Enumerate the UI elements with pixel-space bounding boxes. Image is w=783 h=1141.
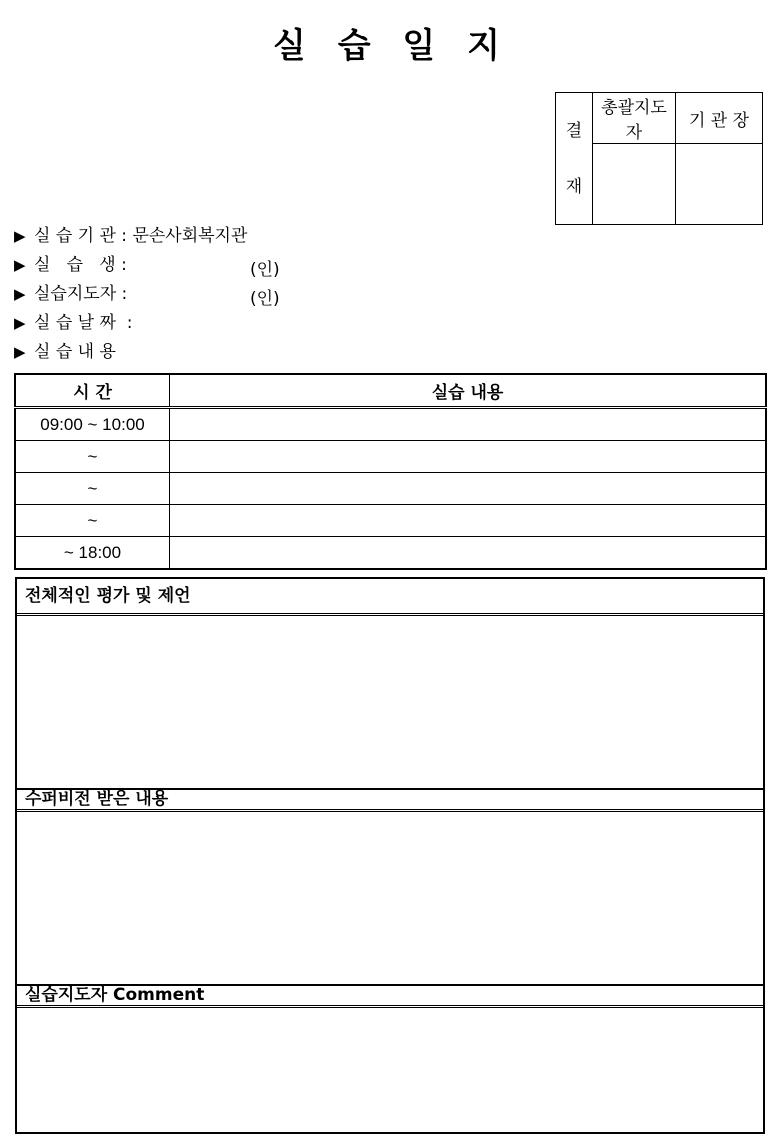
schedule-time-cell[interactable]: ~ xyxy=(15,473,170,505)
evaluation-text-area[interactable] xyxy=(17,616,763,788)
table-row xyxy=(15,505,766,537)
table-row xyxy=(15,408,766,441)
info-supervisor xyxy=(14,284,127,304)
supervisor-stamp: (인) xyxy=(250,289,280,309)
arrow-icon: ▶ xyxy=(14,256,26,274)
info-date xyxy=(14,313,132,333)
info-trainee xyxy=(14,255,127,275)
section-divider xyxy=(17,984,763,986)
table-row xyxy=(15,473,766,505)
schedule-time-cell[interactable]: ~ xyxy=(15,441,170,473)
schedule-content-cell[interactable] xyxy=(170,441,767,473)
content-label: 실 습 내 용 xyxy=(34,342,116,362)
schedule-content-cell[interactable] xyxy=(170,537,767,570)
approval-sign-director[interactable] xyxy=(676,144,763,225)
schedule-table xyxy=(14,373,767,570)
arrow-icon: ▶ xyxy=(14,227,26,245)
page-title: 실 습 일 지 xyxy=(273,26,510,66)
approval-col-director: 기 관 장 xyxy=(676,93,763,144)
evaluation-box xyxy=(15,577,765,1134)
institution-value[interactable]: 문손사회복지관 xyxy=(132,226,248,246)
supervision-heading: 수퍼비전 받은 내용 xyxy=(17,788,763,812)
approval-side-top: 결 xyxy=(565,120,583,141)
trainee-label: 실 습 생 : xyxy=(34,255,127,275)
info-institution xyxy=(14,226,247,246)
approval-col-supervisor: 총괄지도자 xyxy=(593,93,676,144)
arrow-icon: ▶ xyxy=(14,343,26,361)
comment-heading: 실습지도자 Comment xyxy=(17,984,763,1008)
supervisor-label: 실습지도자 : xyxy=(34,284,128,304)
comment-text-area[interactable] xyxy=(17,1008,763,1128)
institution-label: 실 습 기 관 : xyxy=(34,226,133,246)
table-row xyxy=(15,537,766,570)
approval-sign-supervisor[interactable] xyxy=(593,144,676,225)
date-label: 실 습 날 짜 : xyxy=(34,313,133,333)
section-divider xyxy=(17,788,763,790)
schedule-time-cell[interactable]: ~ xyxy=(15,505,170,537)
schedule-header-time: 시 간 xyxy=(15,374,170,408)
arrow-icon: ▶ xyxy=(14,285,26,303)
supervision-text-area[interactable] xyxy=(17,812,763,984)
trainee-stamp: (인) xyxy=(250,260,280,280)
schedule-time-cell[interactable]: 09:00 ~ 10:00 xyxy=(15,408,170,441)
approval-side-bottom: 재 xyxy=(565,176,583,197)
schedule-header-content: 실습 내용 xyxy=(170,374,767,408)
info-content xyxy=(14,342,116,362)
schedule-time-cell[interactable]: ~ 18:00 xyxy=(15,537,170,570)
schedule-content-cell[interactable] xyxy=(170,505,767,537)
table-row xyxy=(15,441,766,473)
approval-table xyxy=(555,92,763,225)
approval-side-label xyxy=(556,93,593,225)
schedule-content-cell[interactable] xyxy=(170,408,767,441)
schedule-content-cell[interactable] xyxy=(170,473,767,505)
arrow-icon: ▶ xyxy=(14,314,26,332)
evaluation-heading: 전체적인 평가 및 제언 xyxy=(17,579,763,616)
